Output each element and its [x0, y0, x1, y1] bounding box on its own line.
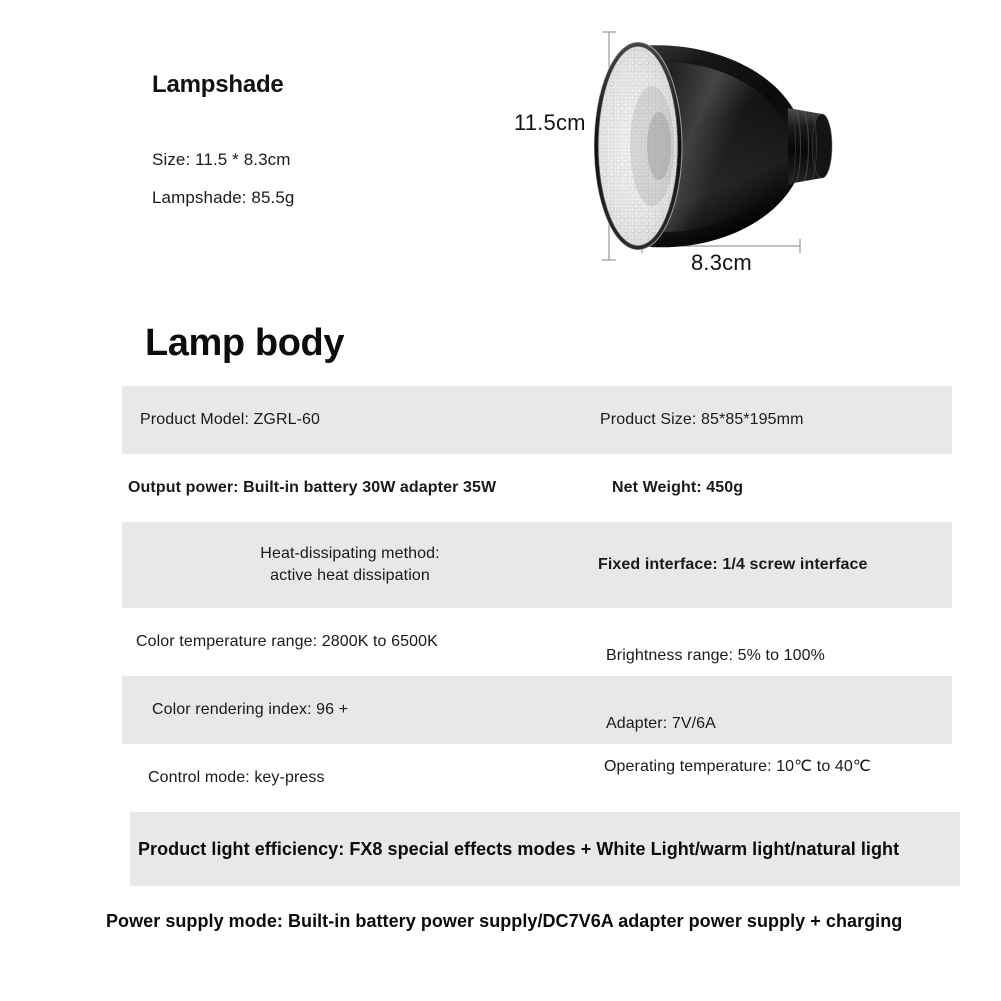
reflector-mount	[788, 108, 832, 184]
spec-cell-heat-dissipation	[150, 522, 550, 608]
spec-cell-color-temperature: Color temperature range: 2800K to 6500K	[136, 633, 438, 650]
spec-cell-color-rendering-index: Color rendering index: 96 +	[152, 701, 349, 718]
lamp-body-spec-table	[0, 386, 1001, 956]
spec-cell-adapter: Adapter: 7V/6A	[606, 715, 716, 732]
heat-dissipation-line-2: active heat dissipation	[270, 567, 430, 584]
height-dimension-label: 11.5cm	[514, 110, 586, 135]
reflector-shell	[594, 40, 802, 254]
spec-row	[0, 744, 1001, 812]
spec-row	[0, 522, 1001, 608]
spec-row-full	[0, 812, 1001, 886]
spec-cell-net-weight: Net Weight: 450g	[612, 479, 744, 496]
lamp-reflector-illustration	[560, 18, 890, 288]
lamp-reflector-figure	[514, 18, 890, 288]
heat-dissipation-line-1: Heat-dissipating method:	[260, 544, 440, 562]
spec-row	[0, 386, 1001, 454]
spec-row-full	[0, 886, 1001, 956]
spec-cell-light-efficiency: Product light efficiency: FX8 special effects modes + White Light/warm light/natural light	[138, 838, 900, 859]
spec-cell-brightness-range: Brightness range: 5% to 100%	[606, 647, 825, 664]
lampshade-heading: Lampshade	[152, 71, 284, 98]
spec-cell-power-supply-mode: Power supply mode: Built-in battery power supply/DC7V6A adapter power supply + charging	[106, 910, 903, 931]
spec-row	[0, 608, 1001, 676]
spec-cell-product-model: Product Model: ZGRL-60	[140, 411, 321, 428]
spec-cell-control-mode: Control mode: key-press	[148, 769, 325, 786]
spec-cell-product-size: Product Size: 85*85*195mm	[600, 411, 804, 428]
spec-cell-fixed-interface: Fixed interface: 1/4 screw interface	[598, 556, 868, 573]
lampshade-size-text: Size: 11.5 * 8.3cm	[152, 150, 291, 169]
lampshade-weight-text: Lampshade: 85.5g	[152, 188, 295, 207]
spec-row	[0, 454, 1001, 522]
lamp-body-heading: Lamp body	[145, 322, 345, 364]
spec-cell-output-power: Output power: Built-in battery 30W adapter 35W	[128, 479, 497, 496]
width-dimension-label: 8.3cm	[691, 250, 752, 275]
spec-cell-operating-temperature: Operating temperature: 10℃ to 40℃	[604, 758, 871, 775]
